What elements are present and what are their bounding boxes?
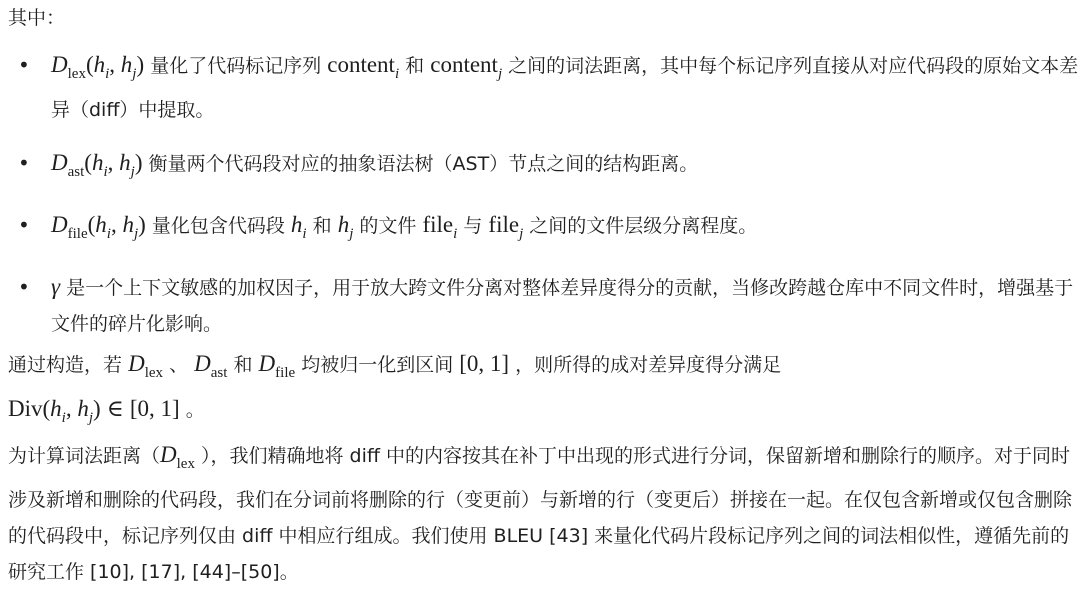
normalization-paragraph: 通过构造，若 $D_{lex}$ 、 $D_{ast}$ 和 $D_{file}$ 均被归一化到区间 [0, 1] ，则所得的成对差异度得分满足 $Div(h_i$, $h_j$) ∈ [0, 1] 。 [8,351,782,426]
formula-dfile: $D_{file}(h_i$, $h_j$) [51,212,146,242]
list-item-dfile: • $D_{file}(h_i$, $h_j$) 量化包含代码段 $h_i$ 和 $h_j$ 的文件 file$_i$ 与 file$_j$ 之间的文件层级分离程度。 [0,207,1080,252]
gamma-desc: 是一个上下文敏感的加权因子，用于放大跨文件分离对整体差异度得分的贡献，当修改跨越仓库中不同文件时，增强基于文件的碎片化影响。 [51,277,1074,335]
bullet-icon: • [18,213,30,237]
dlex-desc-2: 之间的词法距离，其中每个标记序列直接从对应代码段的原始文本差异（diff）中提取。 [51,55,1079,121]
lexical-distance-paragraph: 为计算词法距离（$D_{lex}$ ），我们精确地将 diff 中的内容按其在补丁中出现的形式进行分词，保留新增和删除行的顺序。对于同时涉及新增和删除的代码段，我们在分词前将删除的行（变更前）与新增的行（变更后）拼接在一起。在仅包含新增或仅包含删除的代码段中，标记序列仅由 diff 中相应行组成。我们使用 BLEU [43] 来量化代码片段标记序列之间的词法相似性，遵循先前的研究工作 [10], [17], [44]–[50]。 [8,442,1073,583]
definition-list [0,47,1080,359]
formula-dlex: $D_{lex}(h_i$, $h_j$) [51,52,145,82]
formula-dast: $D_{ast}(h_i$, $h_j$) [51,150,143,180]
list-item-dlex: • $D_{lex}(h_i$, $h_j$) 量化了代码标记序列 content$_i$ 和 content$_j$ 之间的词法距离，其中每个标记序列直接从对应代码段的原始文本差异（diff）中提取。 [0,47,1080,128]
dast-desc: 衡量两个代码段对应的抽象语法树（AST）节点之间的结构距离。 [148,153,699,175]
list-item-dast [0,145,1080,190]
bullet-icon: • [18,275,30,299]
intro-label: 其中： [8,7,66,29]
formula-gamma: γ [51,274,61,299]
dlex-desc-1: 量化了代码标记序列 [150,55,322,77]
list-item-gamma [0,269,1080,342]
bullet-icon: • [18,151,30,175]
bullet-icon: • [18,53,30,77]
